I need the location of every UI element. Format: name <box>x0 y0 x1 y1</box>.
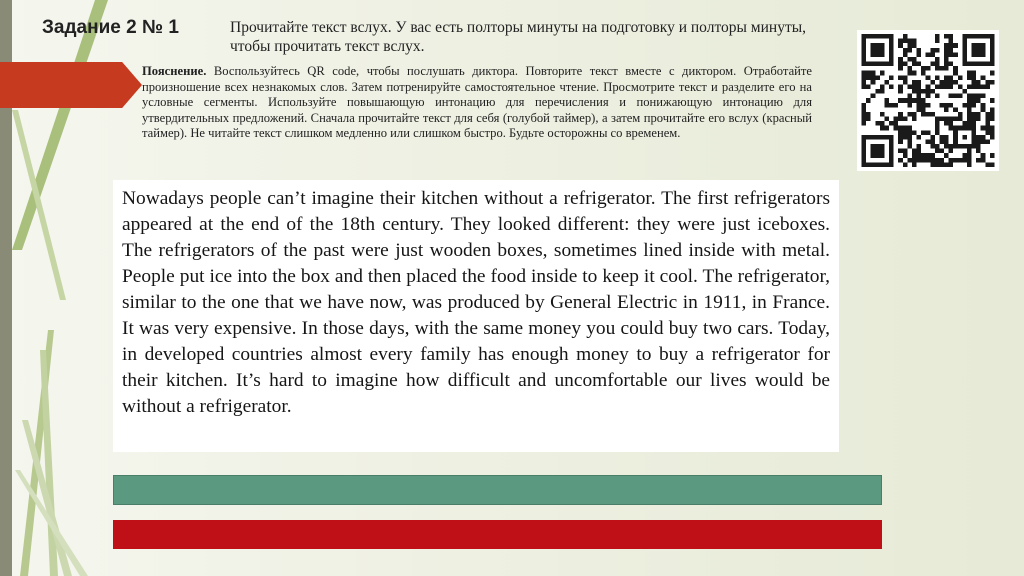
qr-code-icon[interactable] <box>857 30 999 171</box>
explanation <box>142 64 812 142</box>
reading-timer-bar <box>113 520 882 549</box>
reading-text: Nowadays people can’t imagine their kitchen without a refrigerator. The first refrigerators appeared at the end of the 18th century. They looked different: they were just iceboxes. The refrigerators of the past were just wooden boxes, sometimes lined inside with metal. People put ice into the box and then placed the food inside to keep it cool. The refrigerator, similar to the one that we have now, was produced by General Electric in 1911, in France. It was very expensive. In those days, with the same money you could buy two cars. Today, in developed countries almost every family has enough money to buy a refrigerator for their kitchen. It’s hard to imagine how difficult and uncomfortable our lives would be without a refrigerator. <box>122 188 830 417</box>
qr-code-graphic <box>861 34 995 167</box>
task-title: Задание 2 № 1 <box>42 17 179 38</box>
task-instruction: Прочитайте текст вслух. У вас есть полторы минуты на подготовку и полторы минуты, чтобы прочитать текст вслух. <box>230 19 807 55</box>
reading-text-box <box>113 180 839 452</box>
explanation-text: Воспользуйтесь QR code, чтобы послушать диктора. Повторите текст вместе с диктором. Отработайте произношение всех незнакомых слов. Затем потренируйте самостоятельное чтение. Просмотрите текст и разделите его на условные сегменты. Используйте повышающую интонацию для перечисления и понижающую интонацию для утвердительных предложений. Сначала прочитайте текст для себя (голубой таймер), а затем прочитайте его вслух (красный таймер). Не читайте текст слишком медленно или слишком быстро. Будьте осторожны со временем. <box>142 64 812 141</box>
red-arrow-icon <box>0 62 142 108</box>
explanation-label: Пояснение. <box>142 64 207 78</box>
preparation-timer-bar <box>113 475 882 505</box>
